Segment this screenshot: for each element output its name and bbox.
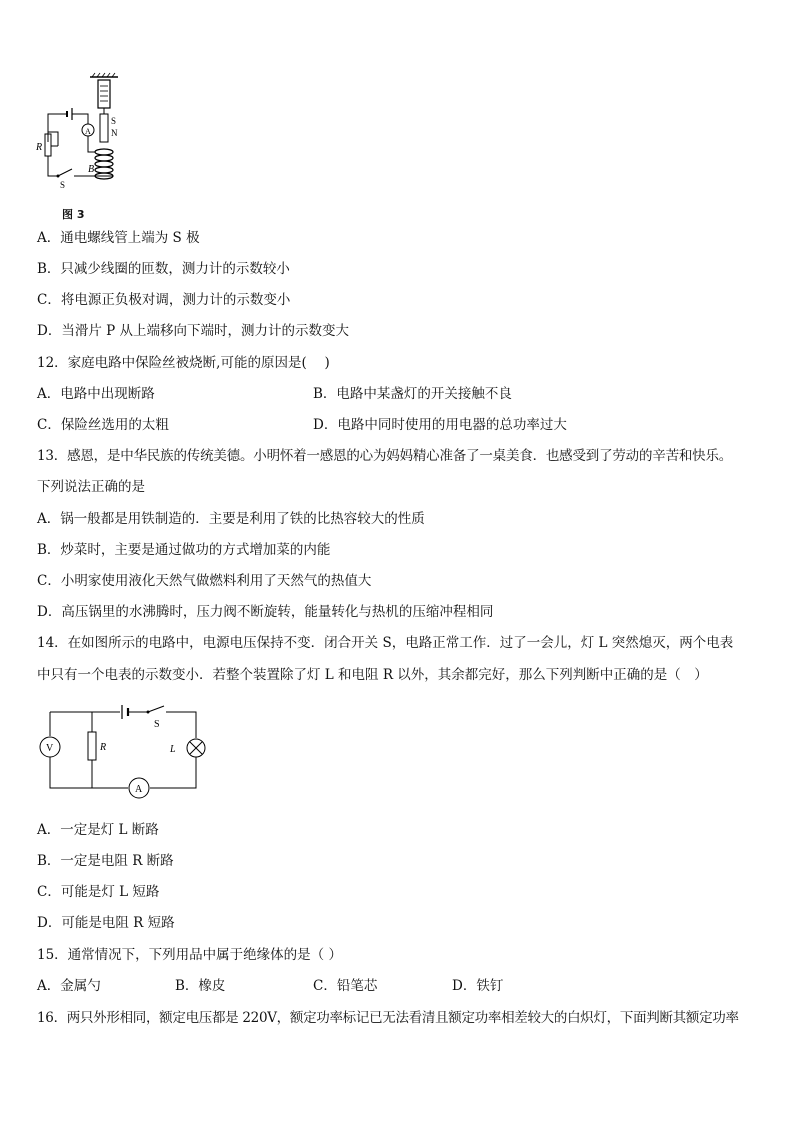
q14-option-a: A．一定是灯 L 断路 — [37, 822, 159, 838]
svg-text:A: A — [85, 127, 91, 136]
q13-option-c: C．小明家使用液化天然气做燃料利用了天然气的热值大 — [37, 573, 372, 589]
switch-label: S — [154, 719, 160, 730]
q11-option-c: C．将电源正负极对调，测力计的示数变小 — [37, 292, 291, 308]
q12-option-c: C．保险丝选用的太粗 — [37, 417, 169, 433]
q14-option-d: D．可能是电阻 R 短路 — [37, 915, 175, 931]
svg-text:V: V — [46, 743, 54, 754]
svg-text:R: R — [100, 742, 107, 753]
q13-stem-line-2: 下列说法正确的是 — [37, 479, 145, 495]
q13-stem-line-1: 13．感恩，是中华民族的传统美德。小明怀着一感恩的心为妈妈精心准备了一桌美食．也感受到了劳动的辛苦和快乐。 — [37, 448, 733, 464]
svg-text:R: R — [36, 142, 43, 153]
q14-option-b: B．一定是电阻 R 断路 — [37, 853, 174, 869]
q12-stem: 12．家庭电路中保险丝被烧断,可能的原因是( ) — [37, 355, 330, 371]
q16-stem-line-1: 16．两只外形相同，额定电压都是 220V，额定功率标记已无法看清且额定功率相差较大的白炽灯，下面判断其额定功率 — [37, 1010, 739, 1026]
q15-option-c: C．铅笔芯 — [313, 978, 378, 994]
q12-option-b: B．电路中某盏灯的开关接触不良 — [313, 386, 512, 402]
q13-option-d: D．高压锅里的水沸腾时，压力阀不断旋转，能量转化与热机的压缩冲程相同 — [37, 604, 494, 620]
q13-option-b: B．炒菜时，主要是通过做功的方式增加菜的内能 — [37, 542, 331, 558]
svg-text:B: B — [88, 164, 95, 175]
q12-option-d: D．电路中同时使用的用电器的总功率过大 — [313, 417, 567, 433]
q14-option-c: C．可能是灯 L 短路 — [37, 884, 160, 900]
q13-option-a: A．锅一般都是用铁制造的．主要是利用了铁的比热容较大的性质 — [37, 511, 425, 527]
q15-option-b: B．橡皮 — [175, 978, 226, 994]
q12-option-a: A．电路中出现断路 — [37, 386, 155, 402]
q11-option-d: D．当滑片 P 从上端移向下端时，测力计的示数变大 — [37, 323, 349, 339]
q14-stem-line-2: 中只有一个电表的示数变小．若整个装置除了灯 L 和电阻 R 以外，其余都完好，那么下列判断中正确的是（ ） — [37, 667, 708, 683]
q14-stem-line-1: 14．在如图所示的电路中，电源电压保持不变．闭合开关 S，电路正常工作．过了一会儿，灯 L 突然熄灭，两个电表 — [37, 635, 734, 651]
q14-circuit-diagram — [36, 700, 211, 805]
svg-text:A: A — [135, 784, 143, 795]
svg-text:N: N — [111, 128, 118, 138]
svg-text:S: S — [60, 180, 66, 190]
q15-option-a: A．金属勺 — [37, 978, 101, 994]
q15-option-d: D．铁钉 — [452, 978, 504, 994]
q11-option-a: A．通电螺线管上端为 S 极 — [37, 230, 200, 246]
figure-3-caption: 图 3 — [62, 208, 85, 221]
svg-text:S: S — [111, 116, 117, 126]
figure-3-diagram — [30, 72, 130, 202]
q11-option-b: B．只减少线圈的匝数，测力计的示数较小 — [37, 261, 290, 277]
svg-text:L: L — [170, 744, 176, 755]
q15-stem: 15．通常情况下，下列用品中属于绝缘体的是（ ） — [37, 947, 342, 963]
